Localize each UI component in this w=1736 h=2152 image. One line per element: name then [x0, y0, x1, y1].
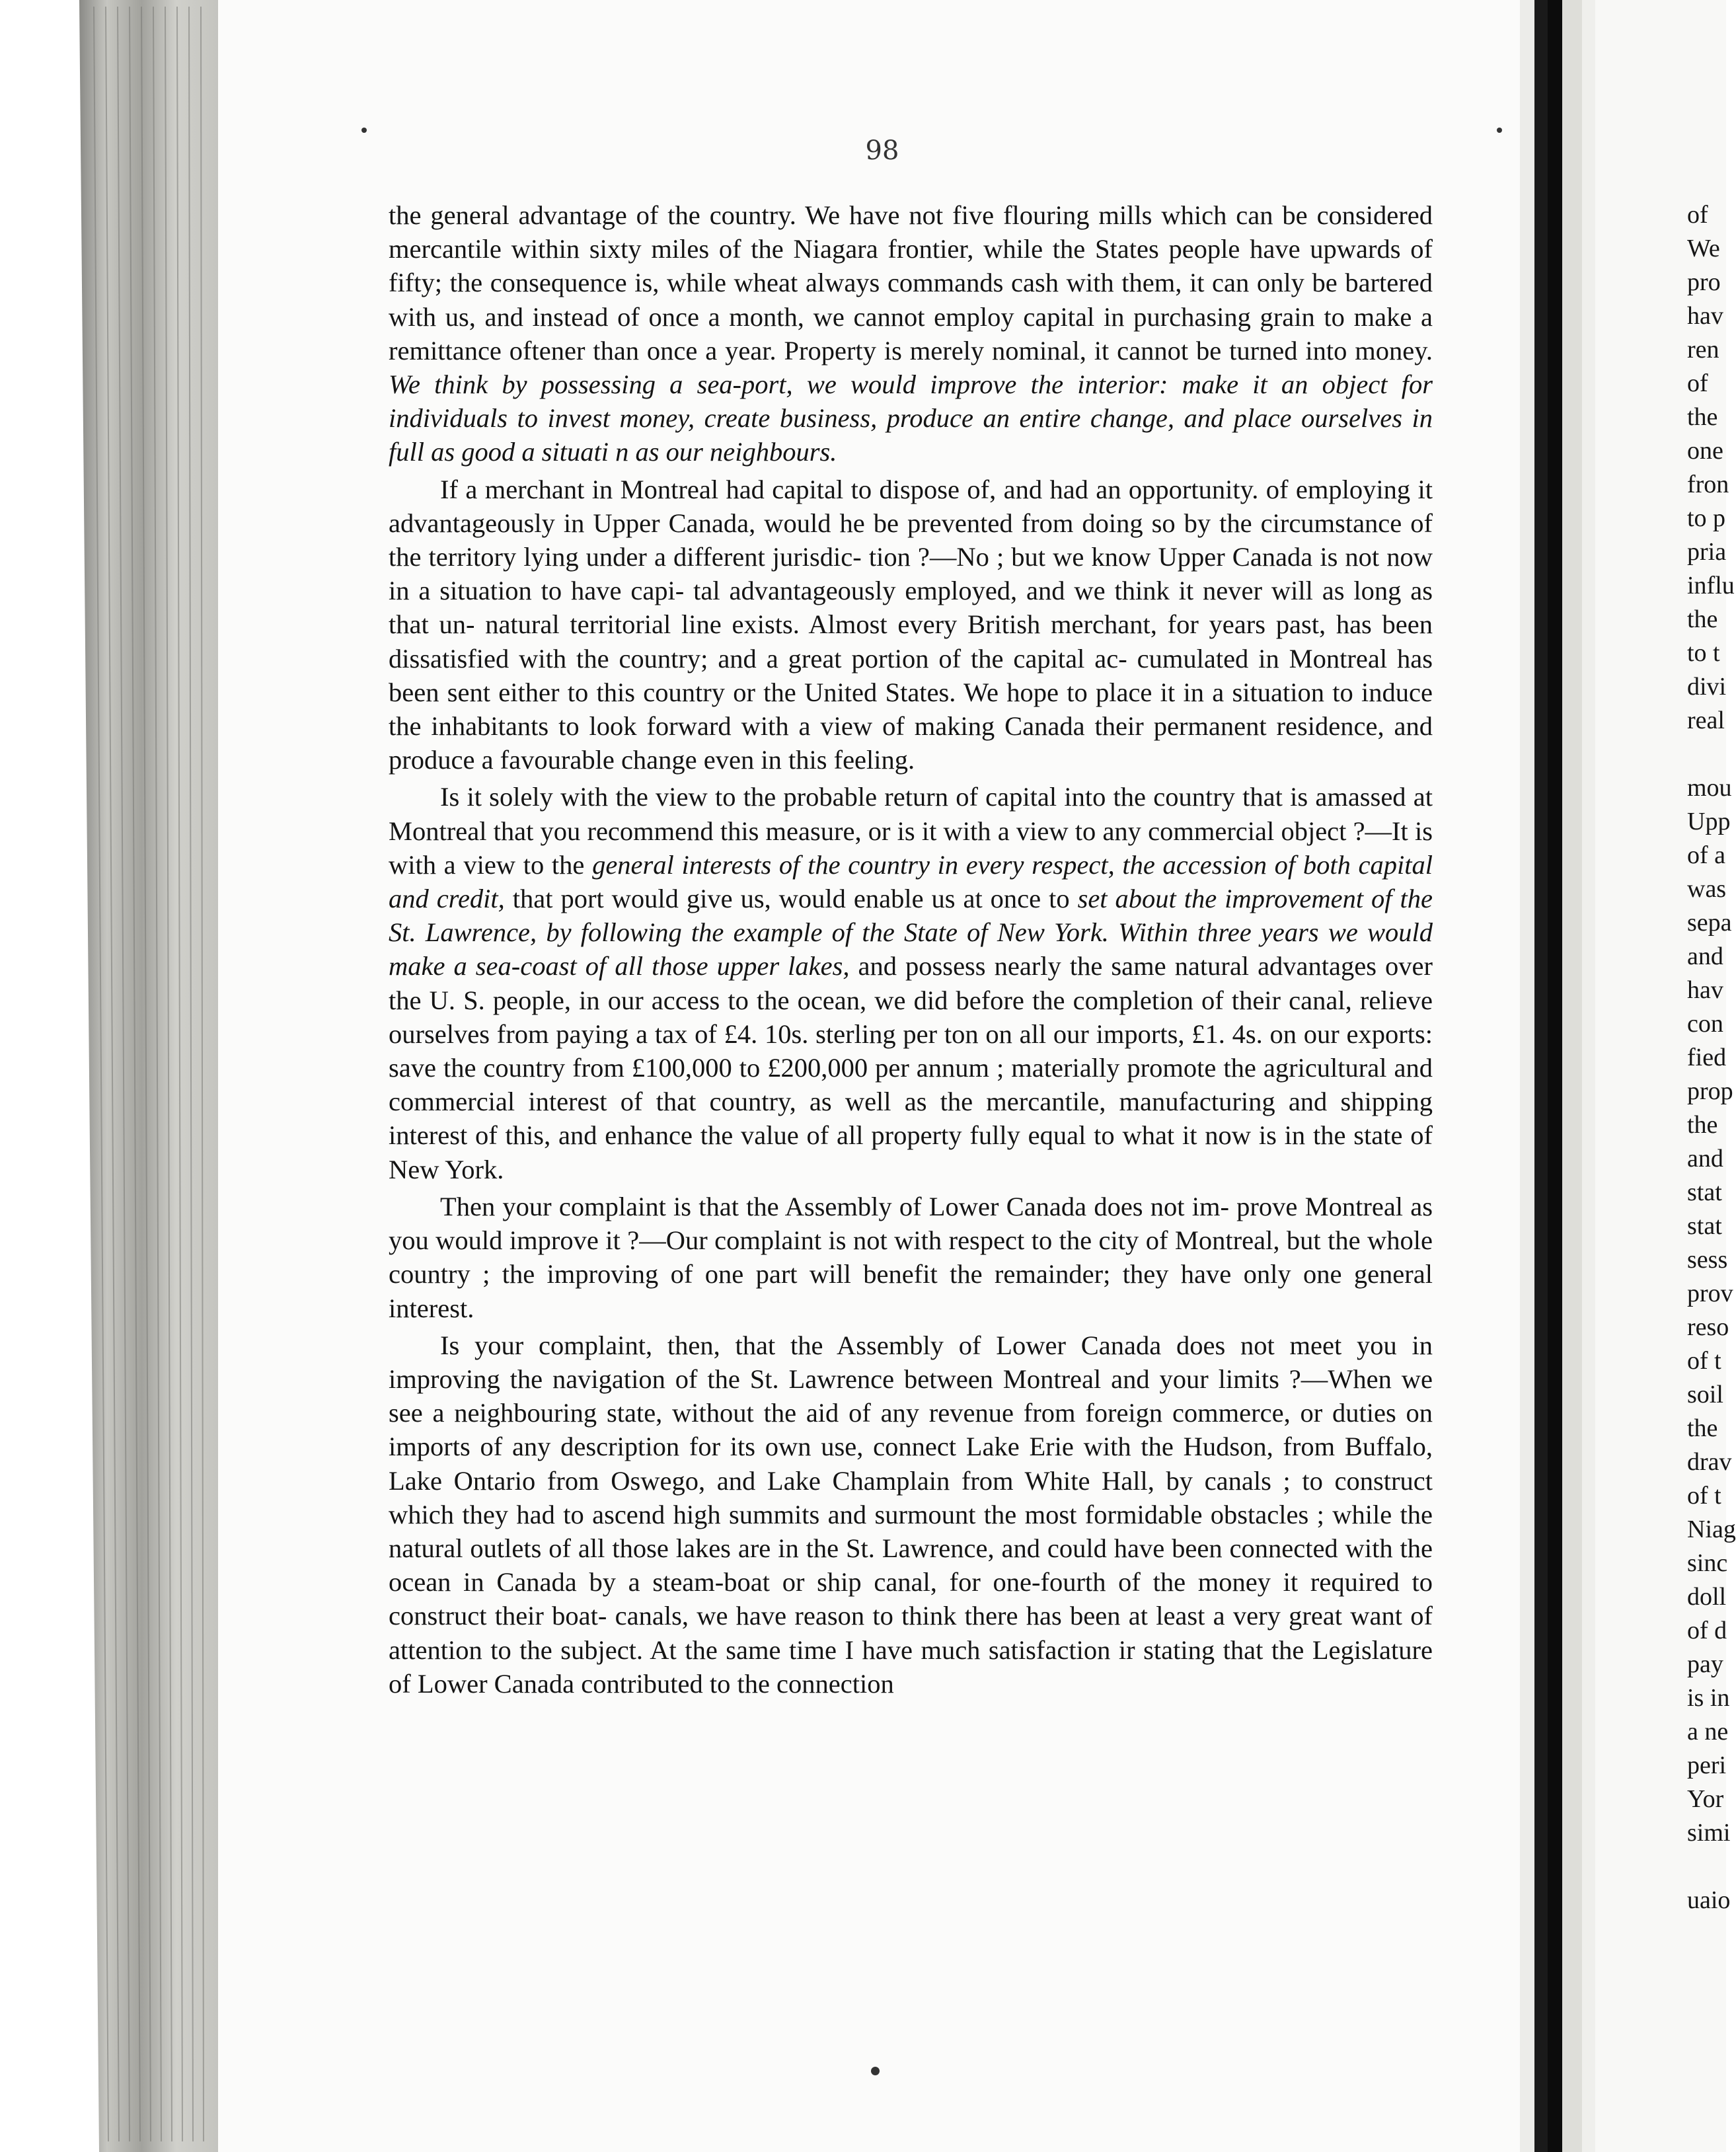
- facing-page-line: sepa: [1687, 909, 1732, 937]
- facing-page-line: the: [1687, 1414, 1718, 1442]
- facing-page-line: one: [1687, 437, 1723, 465]
- facing-page-line: doll: [1687, 1583, 1727, 1611]
- facing-page-line: prop: [1687, 1077, 1733, 1105]
- facing-page-line: Upp: [1687, 808, 1731, 835]
- facing-page-line: fied: [1687, 1044, 1727, 1071]
- facing-page-line: stat: [1687, 1178, 1722, 1206]
- facing-page-line: simi: [1687, 1819, 1731, 1847]
- facing-page-line: pro: [1687, 268, 1721, 296]
- ink-speck: [361, 128, 367, 133]
- facing-page-line: to t: [1687, 639, 1720, 667]
- page-body-text: [389, 198, 1433, 1701]
- text-run: Then your complaint is that the Assembly of Lower Canada does not im- prove Montreal as you would improve it ?—Our complaint is not with respect to the city of Montreal, but the whole country ; the improving of one part will benefit the remainder; they have only one general interest.: [389, 1191, 1433, 1323]
- page-number: 98: [865, 135, 899, 166]
- facing-page-line: of d: [1687, 1617, 1727, 1644]
- facing-page-line: the: [1687, 605, 1718, 633]
- facing-page-text: [1687, 198, 1736, 1917]
- facing-page-line: drav: [1687, 1448, 1732, 1476]
- facing-page-line: of a: [1687, 841, 1726, 869]
- facing-page-line: stat: [1687, 1212, 1722, 1240]
- italic-text-run: set about the improvement of the St. Lawrence, by following the example of the State of New York. Within three years we would make a sea-coast of all those upper lakes,: [389, 884, 1433, 981]
- text-run: that port would give us, would enable us at once to: [504, 884, 1078, 914]
- facing-page-line: pria: [1687, 538, 1727, 566]
- facing-page-line: prov: [1687, 1280, 1733, 1307]
- paragraph: [389, 473, 1433, 777]
- facing-page-line: soil: [1687, 1381, 1723, 1408]
- facing-page-line: of t: [1687, 1347, 1721, 1375]
- facing-page-line: divi: [1687, 673, 1727, 701]
- facing-page-line: uaio: [1687, 1886, 1731, 1914]
- paragraph: [389, 1328, 1433, 1701]
- facing-page-line: sinc: [1687, 1549, 1728, 1577]
- facing-page-line: the: [1687, 403, 1718, 431]
- facing-page-line: peri: [1687, 1751, 1727, 1779]
- text-run: If a merchant in Montreal had capital to dispose of, and had an opportunity. of employing it advantageously in Upper Canada, would he be prevented from doing so by the circumstance of the territory lying under a different jurisdic- tion ?—No ; but we know Upper Canada is not now in a situation to have capi- tal advantageously employed, and we think it never will as long as that un- natural territorial line exists. Almost every British merchant, for years past, has been dissatisfied with the country; and a great portion of the capital ac- cumulated in Montreal has been sent either to this country or the United States. We hope to place it in a situation to induce the inhabitants to look forward with a view of making Canada their permanent residence, and produce a favourable change even in this feeling.: [389, 474, 1433, 775]
- facing-page-line: of: [1687, 201, 1708, 229]
- facing-page-line: sess: [1687, 1246, 1728, 1274]
- facing-page-line: influ: [1687, 572, 1735, 599]
- italic-text-run: We think by possessing a sea-port, we would improve the interior: make it an object for individuals to invest money, create business, produce an entire change, and place ourselves in full as good a situati n as our neighbours.: [389, 369, 1433, 467]
- text-run: the general advantage of the country. We have not five flouring mills which can be considered mercantile within sixty miles of the Niagara frontier, while the States people have upwards of fifty; the consequence is, while wheat always commands cash with them, it can only be bartered with us, and instead of once a month, we cannot employ capital in purchasing grain to make a remittance oftener than once a year. Property is merely nominal, it cannot be turned into money.: [389, 200, 1433, 365]
- facing-page-line: was: [1687, 875, 1727, 903]
- facing-page-line: pay: [1687, 1650, 1723, 1678]
- facing-page-line: Niag: [1687, 1516, 1736, 1543]
- facing-page-line: ren: [1687, 336, 1719, 364]
- facing-page-line: and: [1687, 1145, 1723, 1172]
- facing-page-line: real: [1687, 707, 1725, 734]
- facing-page-line: Yor: [1687, 1785, 1724, 1813]
- text-run: Is your complaint, then, that the Assembly of Lower Canada does not meet you in improving the navigation of the St. Lawrence between Montreal and your limits ?—When we see a neighbouring state, without the aid of any revenue from foreign commerce, or duties on imports of any description for its own use, connect Lake Erie with the Hudson, from Buffalo, Lake Ontario from Oswego, and Lake Champlain from White Hall, by canals ; to construct which they had to ascend high summits and surmount the most formidable obstacles ; while the natural outlets of all those lakes are in the St. Lawrence, and could have been connected with the ocean in Canada by a steam-boat or ship canal, for one-fourth of the money it required to construct their boat- canals, we have reason to think there has been at least a very great want of attention to the subject. At the same time I have much satisfaction ir stating that the Legislature of Lower Canada contributed to the connection: [389, 1330, 1433, 1699]
- text-run: Is it solely with the view to the probable return of capital into the country that is amassed at Montreal that you recommend this measure, or is it with a view to any commercial object ?—It is with a view to the: [389, 782, 1433, 880]
- ink-speck: [1497, 128, 1502, 133]
- facing-page-line: the: [1687, 1111, 1718, 1139]
- facing-page-line: mou: [1687, 774, 1732, 802]
- facing-page-line: We: [1687, 235, 1720, 262]
- facing-page-line: of: [1687, 369, 1708, 397]
- facing-page-line: of t: [1687, 1482, 1721, 1510]
- facing-page-line: con: [1687, 1010, 1723, 1038]
- text-run: and possess nearly the same natural advantages over the U. S. people, in our access to the ocean, we did before the completion of their canal, relieve ourselves from paying a tax of £4. 10s. sterling per ton on all our imports, £1. 4s. on our exports: save the country from £100,000 to £200,000 per annum ; materially promote the agricultural and commercial interest of that country, as well as the mercantile, manufacturing and shipping interest of this, and enhance the value of all property fully equal to what it now is in the state of New York.: [389, 951, 1433, 1184]
- facing-page-line: to p: [1687, 504, 1726, 532]
- facing-page-line: is in: [1687, 1684, 1730, 1712]
- facing-page-line: and: [1687, 942, 1723, 970]
- gutter: [1534, 0, 1548, 2152]
- facing-page-line: a ne: [1687, 1718, 1729, 1746]
- facing-page-line: fron: [1687, 471, 1729, 498]
- ink-speck: [871, 2067, 880, 2075]
- facing-page-line: reso: [1687, 1313, 1729, 1341]
- paragraph: [389, 198, 1433, 469]
- facing-page-line: hav: [1687, 302, 1723, 330]
- italic-text-run: general interests of the country in every respect, the accession of both capital and credit,: [389, 849, 1433, 914]
- paragraph: [389, 1190, 1433, 1325]
- facing-page-line: hav: [1687, 976, 1723, 1004]
- paragraph: [389, 780, 1433, 1186]
